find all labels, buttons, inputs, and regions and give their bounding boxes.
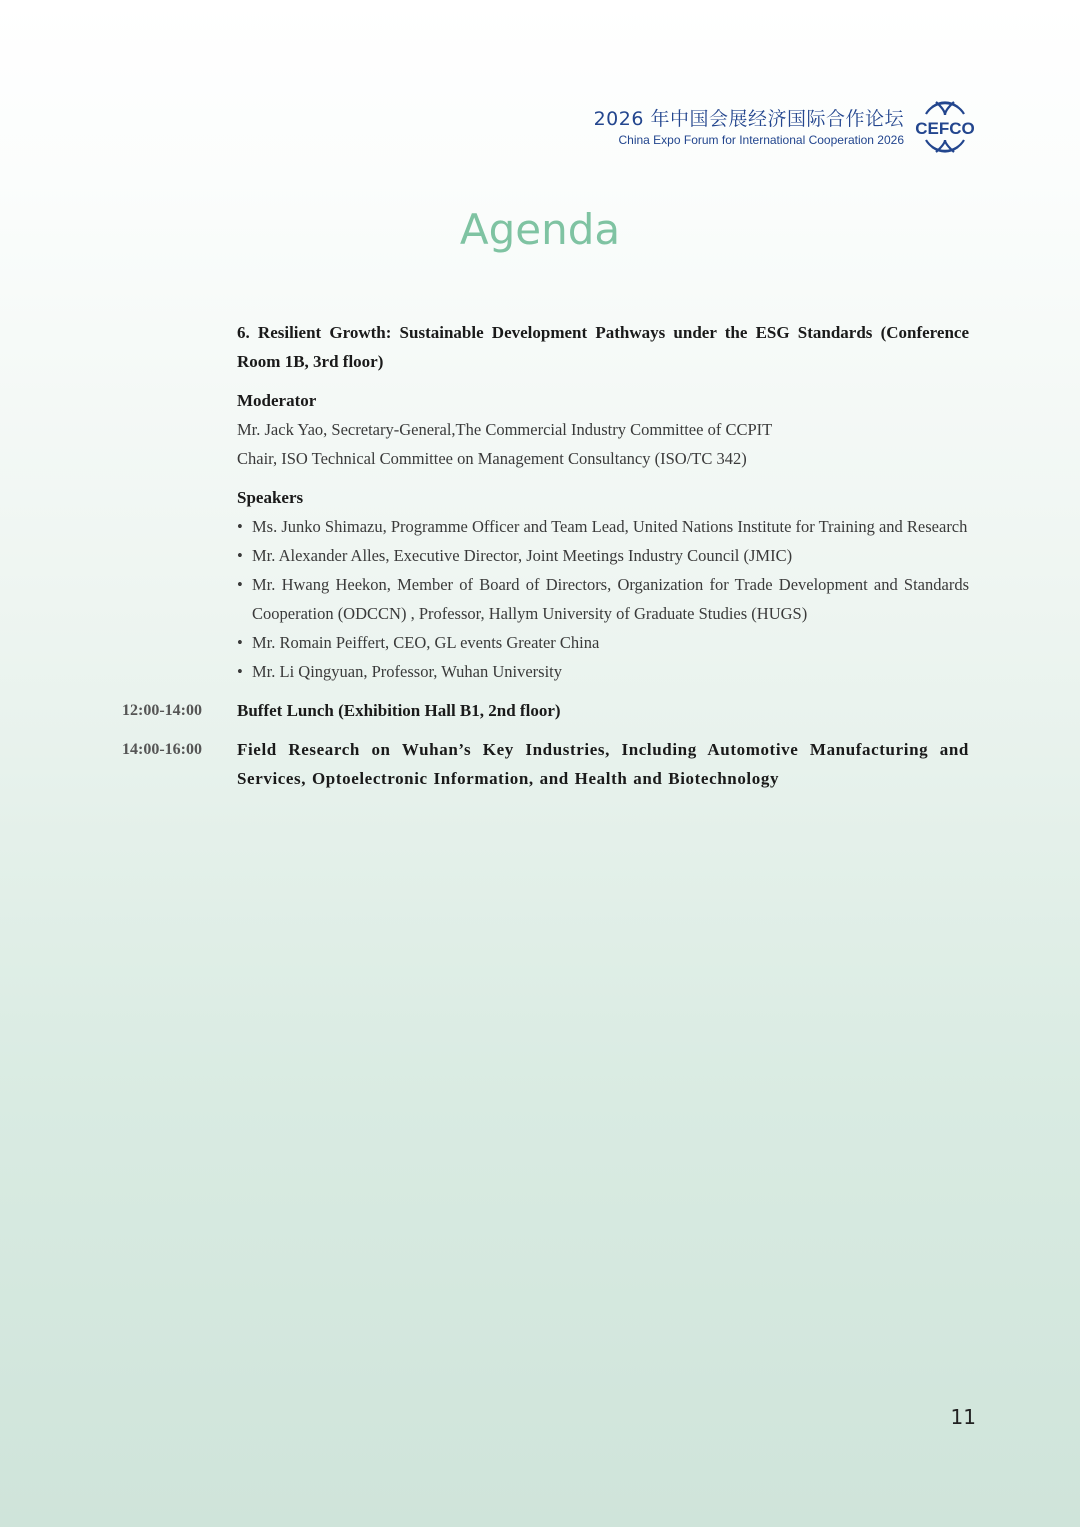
- session-block: [0, 318, 1080, 686]
- agenda-item-text: Buffet Lunch (Exhibition Hall B1, 2nd floor): [237, 701, 561, 720]
- bullet-icon: •: [237, 517, 243, 536]
- agenda-time: 12:00-14:00: [122, 702, 202, 719]
- speaker-text: Mr. Hwang Heekon, Member of Board of Directors, Organization for Trade Development and Standards Cooperation (ODCCN) , Professor, Hallym University of Graduate Studies (HUGS): [252, 575, 969, 623]
- speaker-text: Mr. Alexander Alles, Executive Director, Joint Meetings Industry Council (JMIC): [252, 546, 793, 565]
- page-title: Agenda: [459, 205, 621, 254]
- speaker-item: [237, 657, 969, 686]
- globe-logo-icon: [912, 96, 978, 158]
- moderator-label: Moderator: [237, 391, 317, 410]
- page-header: [594, 96, 978, 158]
- header-text: [594, 106, 904, 148]
- speaker-item: [237, 628, 969, 657]
- moderator-line: Chair, ISO Technical Committee on Management Consultancy (ISO/TC 342): [237, 449, 747, 468]
- agenda-row: [0, 696, 1080, 725]
- agenda-item-text: Field Research on Wuhan’s Key Industries, Including Automotive Manufacturing and Services, Optoelectronic Information, and Health and Biotechnology: [237, 740, 969, 788]
- session-heading: 6. Resilient Growth: Sustainable Development Pathways under the ESG Standards (Conference Room 1B, 3rd floor): [237, 323, 969, 371]
- speakers-label: Speakers: [237, 488, 304, 507]
- speakers-list: [237, 512, 969, 686]
- speaker-text: Ms. Junko Shimazu, Programme Officer and Team Lead, United Nations Institute for Training and Research: [252, 517, 968, 536]
- page-number: 11: [950, 1405, 976, 1429]
- speaker-text: Mr. Romain Peiffert, CEO, GL events Greater China: [252, 633, 600, 652]
- speaker-text: Mr. Li Qingyuan, Professor, Wuhan University: [252, 662, 563, 681]
- speaker-item: [237, 512, 969, 541]
- logo-text: CEFCO: [915, 119, 975, 138]
- moderator-line: Mr. Jack Yao, Secretary-General,The Commercial Industry Committee of CCPIT: [237, 420, 773, 439]
- bullet-icon: •: [237, 633, 243, 652]
- agenda-time: 14:00-16:00: [122, 741, 202, 758]
- bullet-icon: •: [237, 546, 243, 565]
- agenda-content: [0, 318, 1080, 793]
- bullet-icon: •: [237, 662, 243, 681]
- speaker-item: [237, 541, 969, 570]
- bullet-icon: •: [237, 575, 243, 594]
- header-title-cn: 2026 年中国会展经济国际合作论坛: [593, 108, 904, 130]
- agenda-row: [0, 735, 1080, 793]
- speaker-item: [237, 570, 969, 628]
- header-title-en: China Expo Forum for International Cooperation 2026: [618, 133, 904, 147]
